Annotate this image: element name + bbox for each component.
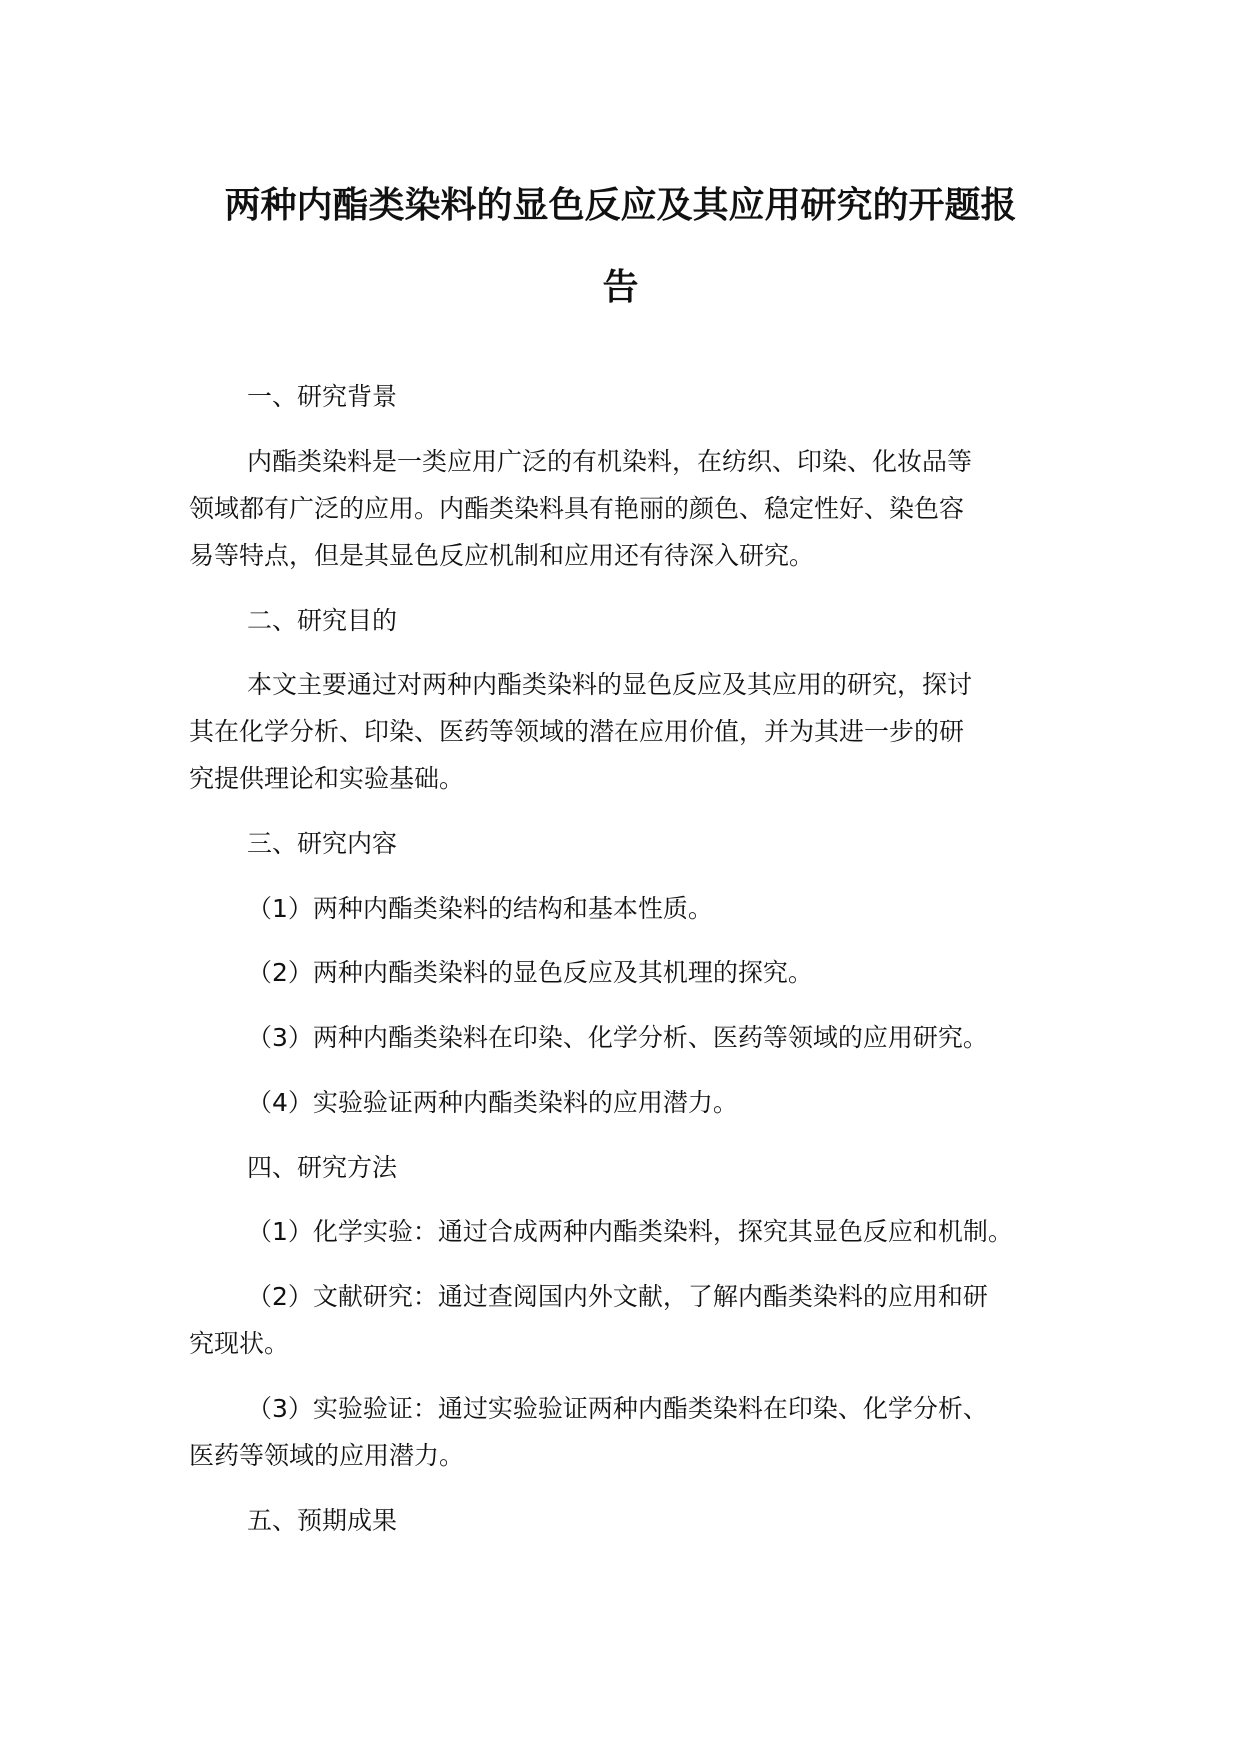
list-item: （1）两种内酯类染料的结构和基本性质。 [247,894,713,923]
list-item: （2）文献研究：通过查阅国内外文献，了解内酯类染料的应用和研 [247,1282,988,1311]
list-item-continuation: 医药等领域的应用潜力。 [189,1441,465,1470]
section-heading-methods: 四、研究方法 [247,1153,398,1182]
section-heading-purpose: 二、研究目的 [247,606,398,635]
paragraph-line: 内酯类染料是一类应用广泛的有机染料，在纺织、印染、化妆品等 [247,447,973,476]
list-item: （3）实验验证：通过实验验证两种内酯类染料在印染、化学分析、 [247,1394,988,1423]
list-item: （1）化学实验：通过合成两种内酯类染料，探究其显色反应和机制。 [247,1217,1013,1246]
list-item: （3）两种内酯类染料在印染、化学分析、医药等领域的应用研究。 [247,1023,988,1052]
paragraph-line: 领域都有广泛的应用。内酯类染料具有艳丽的颜色、稳定性好、染色容 [189,494,965,523]
paragraph-line: 其在化学分析、印染、医药等领域的潜在应用价值，并为其进一步的研 [189,717,965,746]
section-heading-background: 一、研究背景 [247,382,398,411]
section-heading-outcomes: 五、预期成果 [247,1506,398,1535]
document-title-line-2: 告 [602,267,639,308]
paragraph-line: 本文主要通过对两种内酯类染料的显色反应及其应用的研究，探讨 [247,670,973,699]
document-title-line-1: 两种内酯类染料的显色反应及其应用研究的开题报 [224,185,1017,226]
list-item-continuation: 究现状。 [189,1329,290,1358]
list-item: （4）实验验证两种内酯类染料的应用潜力。 [247,1088,738,1117]
paragraph-line: 究提供理论和实验基础。 [189,764,465,793]
section-heading-content: 三、研究内容 [247,829,398,858]
paragraph-line: 易等特点，但是其显色反应机制和应用还有待深入研究。 [189,541,815,570]
list-item: （2）两种内酯类染料的显色反应及其机理的探究。 [247,958,813,987]
